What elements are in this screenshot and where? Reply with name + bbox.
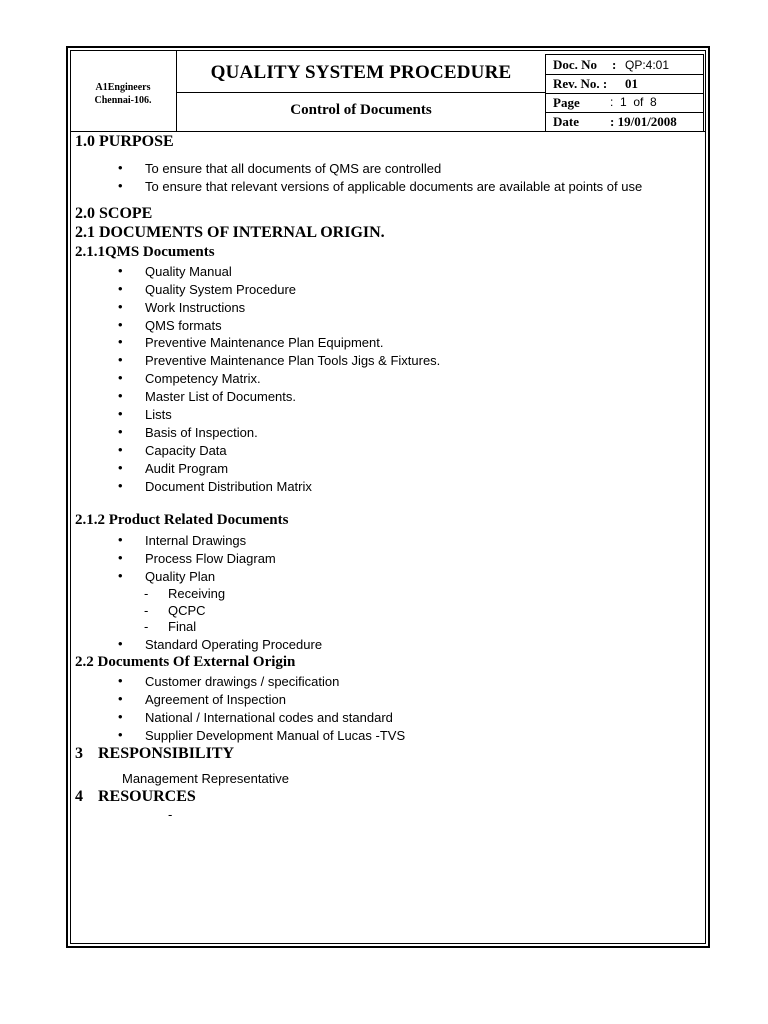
external-item: • Agreement of Inspection: [145, 692, 286, 707]
qms-documents-heading: 2.1.1QMS Documents: [75, 244, 215, 260]
qms-item: • Basis of Inspection.: [145, 425, 258, 440]
doc-no-value: QP:4:01: [625, 58, 670, 72]
qms-item: • Quality System Procedure: [145, 282, 296, 297]
qms-item: • Preventive Maintenance Plan Tools Jigs & Fixtures.: [145, 353, 440, 368]
doc-no-colon: :: [612, 57, 617, 72]
page-value: : 1 of 8: [610, 95, 657, 109]
section-purpose-heading: 1.0 PURPOSE: [75, 133, 174, 150]
external-item: • Supplier Development Manual of Lucas -TVS: [145, 728, 405, 743]
quality-plan-subitem: - Receiving: [168, 586, 225, 601]
resources-number: 4: [75, 788, 83, 805]
qms-item: • Work Instructions: [145, 300, 245, 315]
quality-plan-subitem: - Final: [168, 619, 196, 634]
qms-item: • Audit Program: [145, 461, 228, 476]
company-name: [80, 81, 166, 107]
product-item: • Internal Drawings: [145, 533, 246, 548]
responsibility-text: Management Representative: [122, 771, 289, 786]
external-item: • National / International codes and standard: [145, 710, 393, 725]
responsibility-number: 3: [75, 745, 83, 762]
resources-text: -: [168, 807, 173, 822]
doc-no-label: Doc. No: [553, 57, 598, 72]
company-line-1: A1Engineers: [95, 82, 151, 93]
qms-item: • QMS formats: [145, 318, 222, 333]
date-value: : 19/01/2008: [610, 114, 677, 129]
date-label: Date: [553, 114, 579, 129]
rev-no-value: 01: [625, 76, 638, 91]
section-scope-heading: 2.0 SCOPE: [75, 205, 153, 222]
external-origin-heading: 2.2 Documents Of External Origin: [75, 654, 296, 670]
rev-no-label: Rev. No. :: [553, 76, 608, 91]
document-subtitle: Control of Documents: [290, 102, 432, 118]
product-item: • Standard Operating Procedure: [145, 637, 322, 652]
qms-item: • Quality Manual: [145, 264, 232, 279]
qms-item: • Capacity Data: [145, 443, 227, 458]
external-item: • Customer drawings / specification: [145, 674, 339, 689]
qms-item: • Master List of Documents.: [145, 389, 296, 404]
page-label: Page: [553, 95, 580, 110]
document-title: QUALITY SYSTEM PROCEDURE: [210, 62, 512, 83]
qms-item: • Competency Matrix.: [145, 371, 261, 386]
qms-item: • Document Distribution Matrix: [145, 479, 312, 494]
responsibility-heading: RESPONSIBILITY: [98, 745, 235, 762]
quality-plan-subitem: - QCPC: [168, 603, 206, 618]
purpose-item: • To ensure that relevant versions of applicable documents are available at points of use: [145, 179, 642, 194]
internal-origin-heading: 2.1 DOCUMENTS OF INTERNAL ORIGIN.: [75, 224, 385, 241]
qms-item: • Lists: [145, 407, 172, 422]
product-item: • Quality Plan: [145, 569, 215, 584]
company-line-2: Chennai-106.: [94, 95, 152, 106]
product-documents-heading: 2.1.2 Product Related Documents: [75, 512, 289, 528]
purpose-item: • To ensure that all documents of QMS are controlled: [145, 161, 441, 176]
resources-heading: RESOURCES: [98, 788, 196, 805]
qms-item: • Preventive Maintenance Plan Equipment.: [145, 335, 383, 350]
product-item: • Process Flow Diagram: [145, 551, 276, 566]
